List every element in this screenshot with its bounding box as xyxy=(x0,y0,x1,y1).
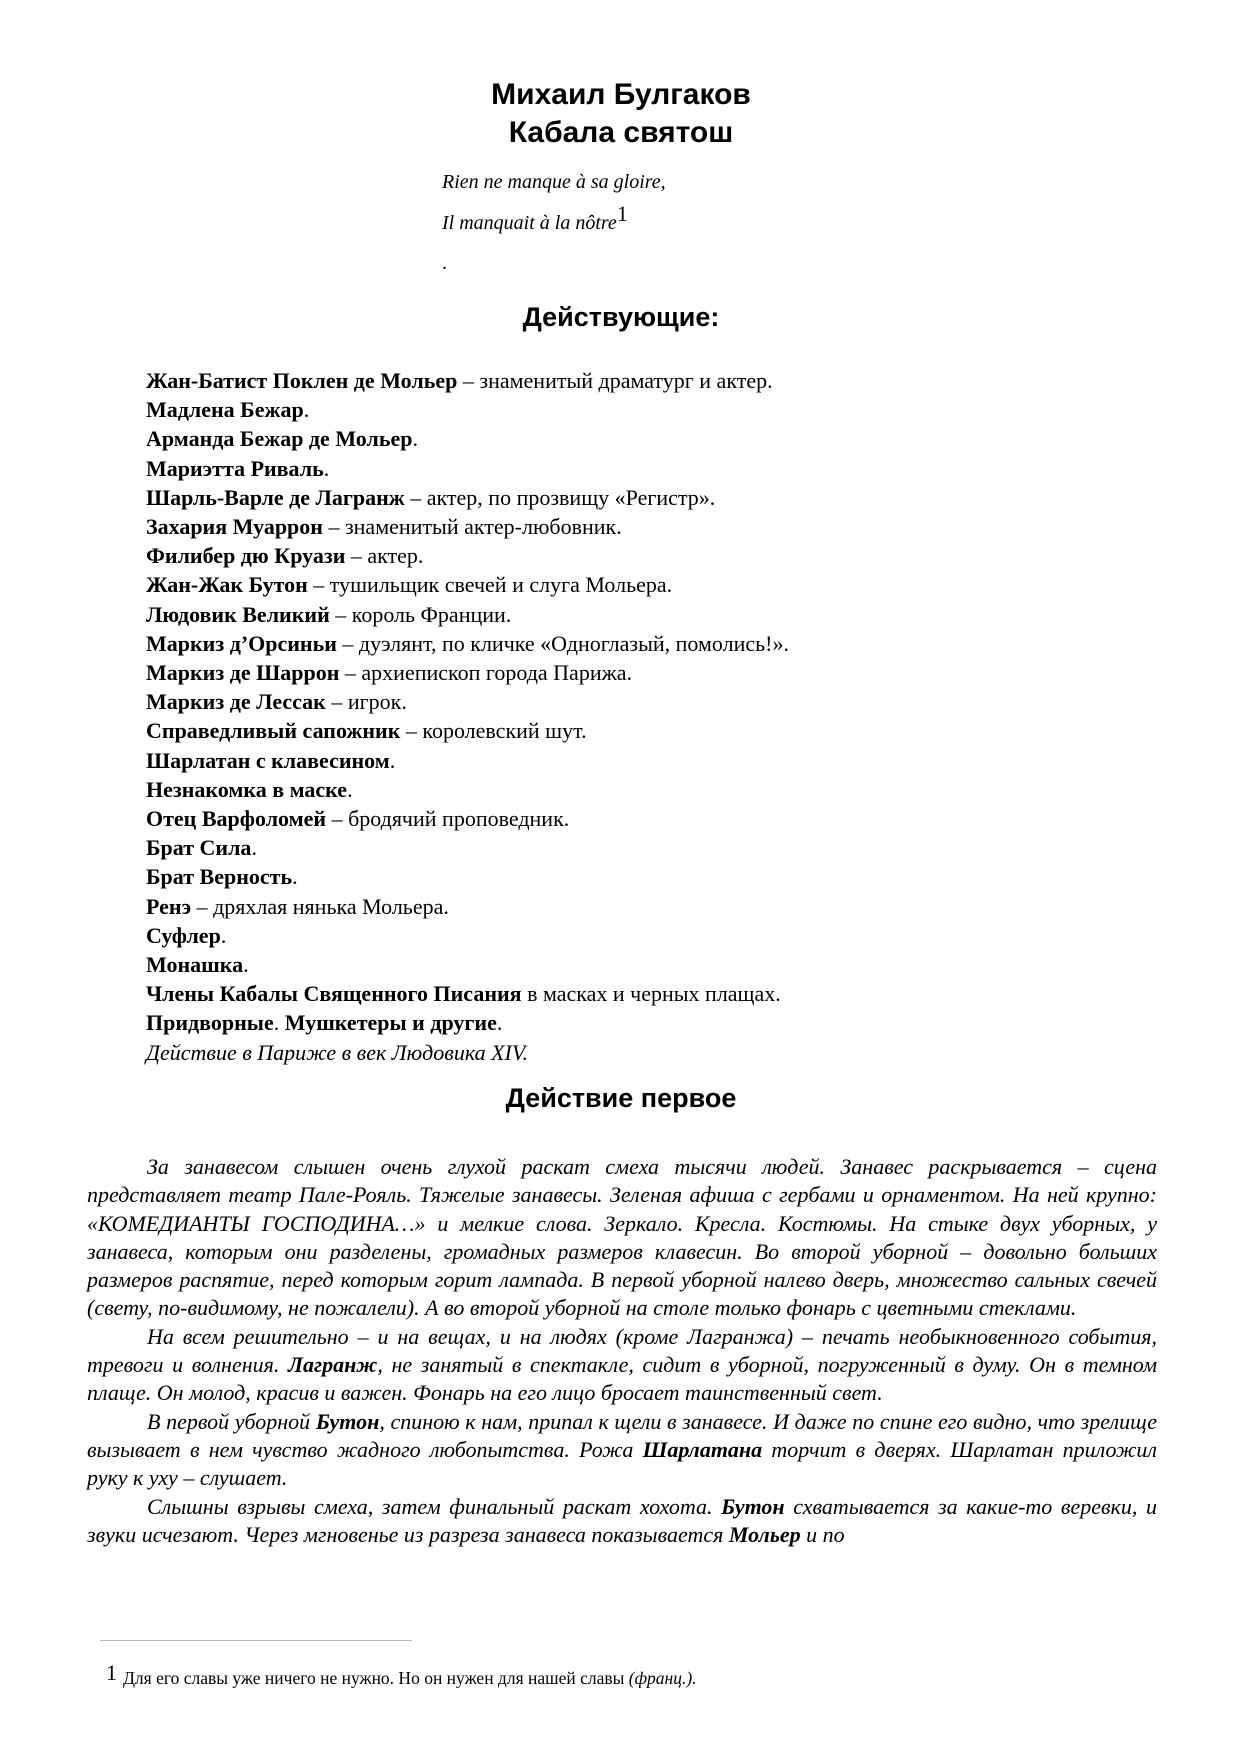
character-name: Мариэтта Риваль xyxy=(146,455,324,481)
character-name: Маркиз де Шаррон xyxy=(146,660,340,686)
character-name: Шарлатан с клавесином xyxy=(146,747,390,773)
setting-note: Действие в Париже в век Людовика XIV. xyxy=(146,1039,528,1065)
epigraph xyxy=(442,166,666,239)
character-mention: Лагранж xyxy=(287,1352,378,1378)
character-desc: . xyxy=(220,922,227,948)
text-run: На всем решительно – и на вещах, и на людях (кроме Лагранжа) – печать необыкновенного события, тревоги и волнения. xyxy=(87,1323,1157,1378)
cast-item xyxy=(146,629,789,658)
cast-item xyxy=(146,687,789,716)
stage-directions xyxy=(87,1153,1157,1549)
cast-item xyxy=(146,454,789,483)
character-name: Отец Варфоломей xyxy=(146,806,327,832)
character-desc: . xyxy=(412,426,418,452)
character-desc: – бродячий проповедник. xyxy=(326,806,570,832)
character-desc: в масках и черных плащах. xyxy=(521,981,781,1007)
cast-item xyxy=(146,512,789,541)
character-name: Незнакомка в маске xyxy=(146,776,348,802)
character-desc: – актер. xyxy=(345,543,424,569)
text-run: торчит в дверях. Шарлатан приложил руку к уху – слушает. xyxy=(87,1436,1157,1491)
text-run: схватывается за какие-то веревки, и звуки исчезают. Через мгновенье из разреза занавеса показывается xyxy=(87,1493,1157,1547)
character-desc: . xyxy=(292,864,298,890)
epigraph-line-2 xyxy=(442,198,666,239)
character-name: Брат Сила xyxy=(146,835,252,861)
cast-item xyxy=(146,716,789,745)
character-name: Захария Муаррон xyxy=(146,514,323,540)
separator: . xyxy=(496,1010,503,1036)
character-desc: . xyxy=(389,747,396,773)
cast-item xyxy=(146,600,789,629)
character-name: Маркиз де Лессак xyxy=(146,689,326,715)
character-name: Мадлена Бежар xyxy=(146,397,304,423)
character-desc: . xyxy=(347,776,353,802)
footnote-separator xyxy=(100,1640,412,1641)
character-desc: – королевский шут. xyxy=(400,718,587,744)
stage-paragraph-4 xyxy=(87,1493,1157,1550)
cast-item xyxy=(146,892,789,921)
text-run: Слышны взрывы смеха, затем финальный раскат хохота. xyxy=(147,1493,722,1519)
cast-item-last xyxy=(146,1008,789,1037)
character-name: Филибер дю Круази xyxy=(146,543,346,569)
act-heading: Действие первое xyxy=(505,1083,737,1113)
cast-item xyxy=(146,950,789,979)
play-title: Кабала святош xyxy=(508,116,734,149)
character-desc: – дуэлянт, по кличке «Одноглазый, помолись!». xyxy=(336,630,789,656)
character-desc: . xyxy=(303,397,310,423)
character-name: Суфлер xyxy=(146,922,221,948)
author-name: Михаил Булгаков xyxy=(491,78,751,111)
epigraph-line-2-text: Il manquait à la nôtre xyxy=(442,212,617,234)
footnote-mark: 1 xyxy=(106,1660,117,1685)
character-name: Придворные xyxy=(146,1010,274,1036)
character-name: Монашка xyxy=(146,952,244,978)
character-desc: – игрок. xyxy=(325,689,407,715)
footnote-language-note: (франц.). xyxy=(628,1668,697,1688)
footnote-ref[interactable]: 1 xyxy=(616,201,628,226)
character-name: Шарль-Варле де Лагранж xyxy=(146,484,405,510)
cast-item xyxy=(146,775,789,804)
cast-item xyxy=(146,804,789,833)
cast-item xyxy=(146,366,789,395)
character-name: Справедливый сапожник xyxy=(146,718,401,744)
epigraph-line-1: Rien ne manque à sa gloire, xyxy=(442,171,666,193)
character-mention: Мольер xyxy=(728,1521,801,1547)
cast-item xyxy=(146,395,789,424)
character-name: Ренэ xyxy=(146,893,192,919)
cast-item xyxy=(146,746,789,775)
cast-item xyxy=(146,979,789,1008)
stage-paragraph-2 xyxy=(87,1323,1157,1408)
footnote-text: Для его славы уже ничего не нужно. Но он нужен для нашей славы xyxy=(123,1668,629,1688)
character-desc: . xyxy=(243,952,249,978)
epigraph-dot: . xyxy=(442,252,447,274)
footnote xyxy=(106,1660,697,1689)
cast-list xyxy=(146,366,789,1067)
character-mention: Бутон xyxy=(315,1408,380,1434)
stage-paragraph-1: За занавесом слышен очень глухой раскат смеха тысячи людей. Занавес раскрывается – сцена представляет театр Пале-Рояль. Тяжелые занавесы. Зеленая афиша с гербами и орнаментом. На ней крупно: «КОМЕДИАНТЫ ГОСПОДИНА…» и мелкие слова. Зеркало. Кресла. Костюмы. На стыке двух уборных, у занавеса, которым они разделены, громадных размеров клавесин. Во второй уборной – довольно больших размеров распятие, перед которым горит лампада. В первой уборной налево дверь, множество сальных свечей (свету, по-видимому, не пожалели). А во второй уборной на столе только фонарь с цветными стеклами. xyxy=(87,1154,1157,1321)
character-desc: – тушильщик свечей и слуга Мольера. xyxy=(307,572,673,598)
character-desc: – король Франции. xyxy=(329,601,512,627)
stage-paragraph-3 xyxy=(87,1408,1157,1493)
character-desc: – актер, по прозвищу «Регистр». xyxy=(404,484,716,510)
separator: . xyxy=(273,1010,285,1036)
text-run: , спиною к нам, припал к щели в занавесе. И даже по спине его видно, что зрелище вызывает в нем чувство жадного любопытства. Рожа xyxy=(87,1408,1157,1462)
cast-item xyxy=(146,483,789,512)
cast-item xyxy=(146,833,789,862)
character-desc: – архиепископ города Парижа. xyxy=(339,660,633,686)
character-desc: . xyxy=(323,455,330,481)
character-name: Людовик Великий xyxy=(146,601,330,627)
cast-item xyxy=(146,658,789,687)
character-mention: Бутон xyxy=(721,1493,785,1519)
character-name: Мушкетеры и другие xyxy=(284,1010,497,1036)
cast-item xyxy=(146,921,789,950)
cast-item xyxy=(146,424,789,453)
character-desc: – знаменитый драматург и актер. xyxy=(457,368,773,393)
character-desc: – знаменитый актер-любовник. xyxy=(322,514,622,540)
cast-heading: Действующие: xyxy=(522,302,720,332)
character-desc: – дряхлая нянька Мольера. xyxy=(191,893,449,919)
character-name: Жан-Жак Бутон xyxy=(146,572,308,598)
character-desc: . xyxy=(251,835,257,861)
character-name: Брат Верность xyxy=(146,864,293,890)
character-name: Члены Кабалы Священного Писания xyxy=(146,981,522,1007)
text-run: В первой уборной xyxy=(147,1408,316,1434)
character-name: Жан-Батист Поклен де Мольер xyxy=(146,368,458,393)
character-name: Арманда Бежар де Мольер xyxy=(146,426,413,452)
cast-item xyxy=(146,862,789,891)
cast-item xyxy=(146,541,789,570)
character-name: Маркиз д’Орсиньи xyxy=(146,630,337,656)
text-run: , не занятый в спектакле, сидит в уборной, погруженный в думу. Он в темном плаще. Он молод, красив и важен. Фонарь на его лицо бросает таинственный свет. xyxy=(87,1352,1157,1406)
text-run: и по xyxy=(800,1521,845,1547)
character-mention: Шарлатана xyxy=(642,1436,763,1462)
cast-item xyxy=(146,570,789,599)
